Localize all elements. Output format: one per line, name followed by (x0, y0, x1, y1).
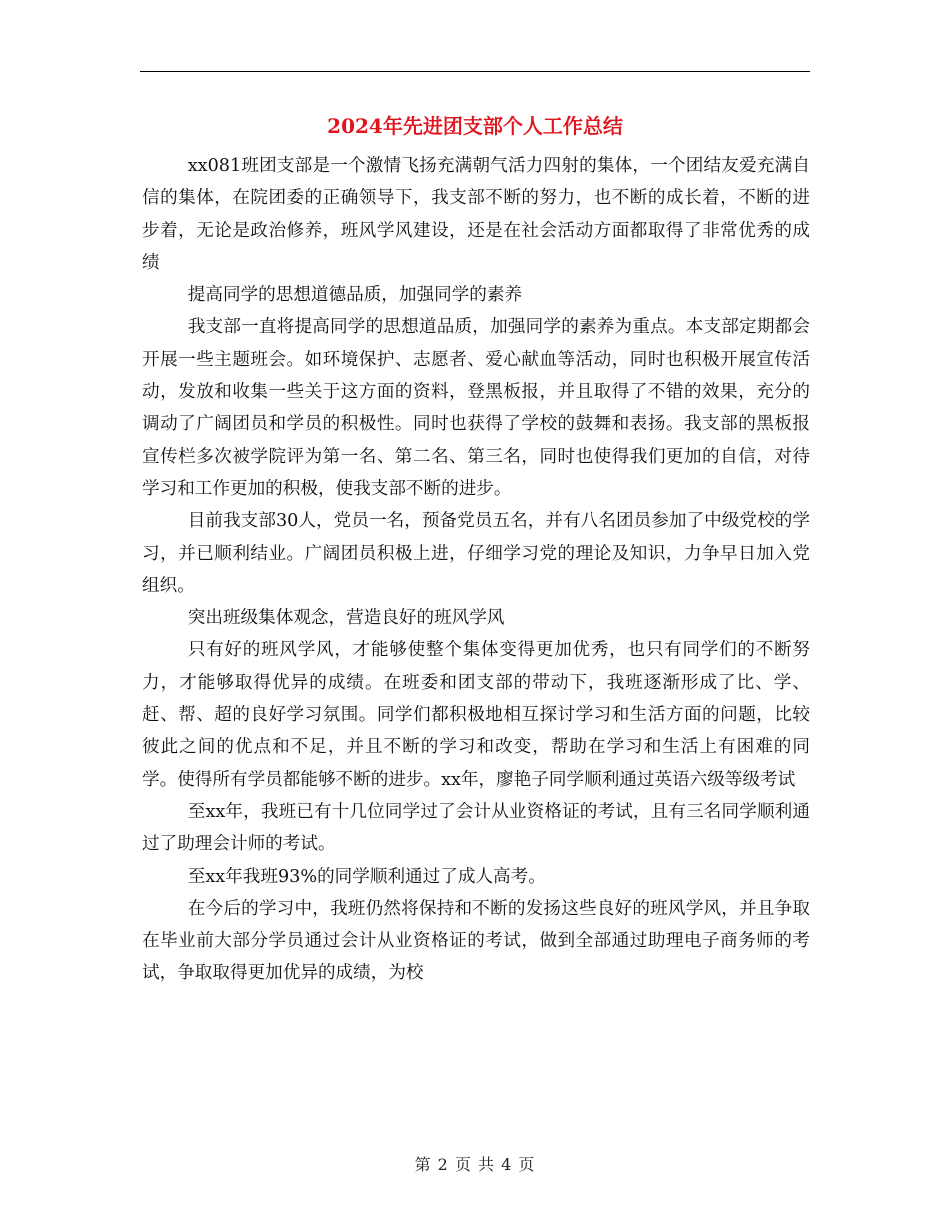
paragraph-class-spirit: 只有好的班风学风，才能够使整个集体变得更加优秀，也只有同学们的不断努力，才能够取得优异的成绩。在班委和团支部的带动下，我班逐渐形成了比、学、赶、帮、超的良好学习氛围。同学们都积极地相互探讨学习和生活方面的问题，比较彼此之间的优点和不足，并且不断的学习和改变，帮助在学习和生活上有困难的同学。使得所有学员都能够不断的进步。xx年，廖艳子同学顺利通过英语六级等级考试 (142, 640, 810, 790)
paragraph-adult-exam: 至xx年我班93%的同学顺利通过了成人高考。 (187, 866, 546, 887)
page-number-footer: 第 2 页 共 4 页 (414, 1155, 536, 1174)
document-body (142, 150, 810, 990)
paragraph-accounting-exam: 至xx年，我班已有十几位同学过了会计从业资格证的考试，且有三名同学顺利通过了助理会计师的考试。 (142, 801, 810, 855)
paragraph-moral-quality: 我支部一直将提高同学的思想道品质，加强同学的素养为重点。本支部定期都会开展一些主题班会。如环境保护、志愿者、爱心献血等活动，同时也积极开展宣传活动，发放和收集一些关于这方面的资料，登黑板报，并且取得了不错的效果，充分的调动了广阔团员和学员的积极性。同时也获得了学校的鼓舞和表扬。我支部的黑板报宣传栏多次被学院评为第一名、第二名、第三名，同时也使得我们更加的自信，对待学习和工作更加的积极，使我支部不断的进步。 (142, 317, 810, 499)
paragraph-membership: 目前我支部30人，党员一名，预备党员五名，并有八名团员参加了中级党校的学习，并已顺利结业。广阔团员积极上进，仔细学习党的理论及知识，力争早日加入党组织。 (142, 511, 810, 596)
section-heading-moral-quality: 提高同学的思想道德品质，加强同学的素养 (187, 285, 523, 306)
section-heading-class-spirit: 突出班级集体观念，营造良好的班风学风 (187, 608, 505, 629)
paragraph-future-plans: 在今后的学习中，我班仍然将保持和不断的发扬这些良好的班风学风，并且争取在毕业前大部分学员通过会计从业资格证的考试，做到全部通过助理电子商务师的考试，争取取得更加优异的成绩，为校 (142, 898, 810, 984)
paragraph-intro: xx081班团支部是一个激情飞扬充满朝气活力四射的集体，一个团结友爱充满自信的集体，在院团委的正确领导下，我支部不断的努力，也不断的成长着，不断的进步着，无论是政治修养，班风学风建设，还是在社会活动方面都取得了非常优秀的成绩 (142, 156, 810, 273)
document-title: 2024年先进团支部个人工作总结 (327, 114, 623, 138)
header-rule (140, 71, 810, 72)
